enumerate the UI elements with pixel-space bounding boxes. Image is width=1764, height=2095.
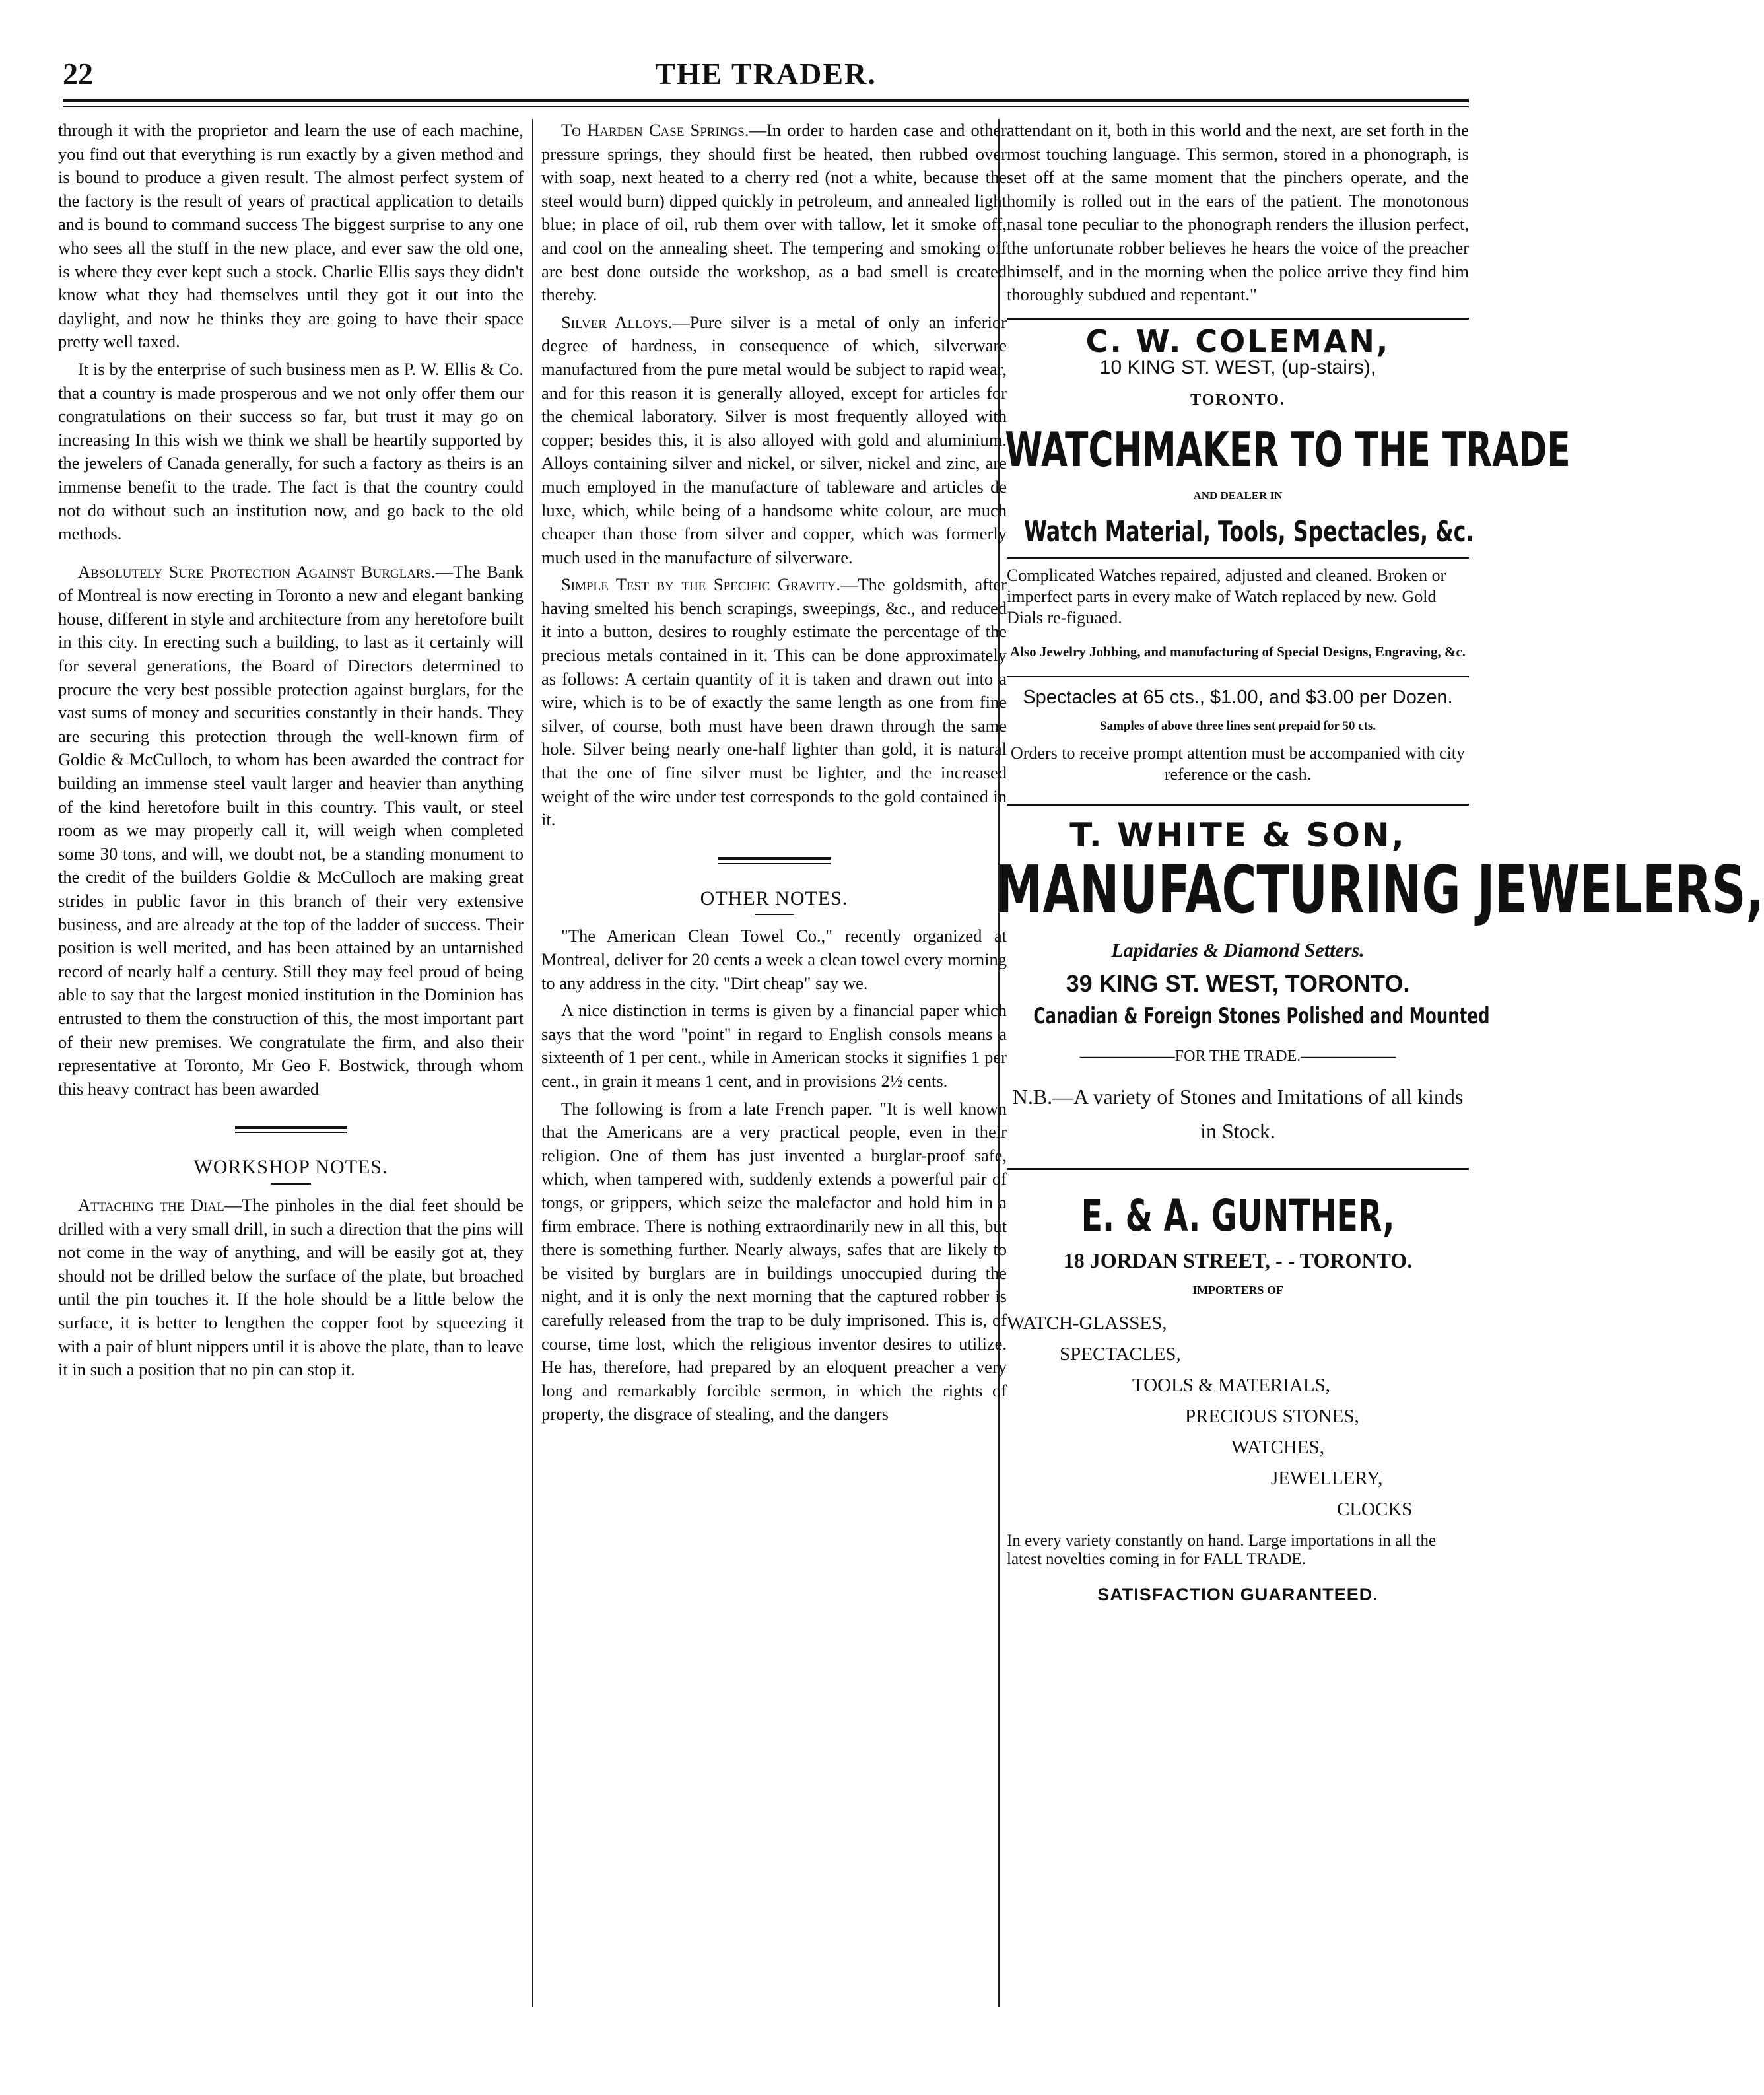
article-body: —The pinholes in the dial feet should be drilled with a very small drill, in such a direction that the pins will not come in the way of anything, and will be easily got at, they should not be drilled below the surface of the plate, but broached until the pin touches it. If the hole should be a little below the surface, it is better to lengthen the copper foot by squeezing it with a pair of blunt nippers until it is above the plate, than to leave it in such a position that no pin can stop it.: [58, 1194, 524, 1380]
article-body: —In order to harden case and other pressure springs, they should first be heated, then rubbed over with soap, next heated to a cherry red (not a white, because the steel would burn) dipped quickly in petroleum, and annealed light blue; in place of oil, rub them over with tallow, let it smoke off, and cool on the annealing sheet. The tempering and smoking off are best done outside the workshop, as a bad smell is created thereby.: [541, 120, 1007, 305]
ad-address: 18 JORDAN STREET, - - TORONTO.: [1063, 1248, 1413, 1272]
page-title: THE TRADER.: [655, 57, 877, 90]
ad-item: WATCH-GLASSES,: [1007, 1312, 1167, 1334]
page-header: [63, 56, 1469, 102]
ad-trade-text: FOR THE TRADE.: [1174, 1048, 1301, 1066]
ad-headline: MANUFACTURING JEWELERS,: [995, 850, 1764, 928]
ad-divider: [1007, 318, 1469, 320]
ad-item: CLOCKS: [1337, 1498, 1413, 1520]
page-number: 22: [63, 57, 93, 90]
ad-item: SPECTACLES,: [1060, 1343, 1181, 1365]
ad-guarantee: SATISFACTION GUARANTEED.: [1097, 1584, 1378, 1604]
section-rule: [718, 857, 831, 864]
ad-trade-line: ——————FOR THE TRADE.——————: [1079, 1048, 1396, 1066]
article-paragraph: A nice distinction in terms is given by a financial paper which says that the word "point" in regard to English consols means a sixteenth of 1 per cent., while in American stocks it signifies 1 per cent., in grain it means 1 cent, and in provisions 2½ cents.: [541, 1000, 1007, 1091]
article-paragraph: [541, 311, 1007, 570]
article-paragraph: through it with the proprietor and learn the use of each machine, you find out that everything is run exactly by a given method and is bound to produce a given result. The almost perfect system of the factory is the result of years of practical application to details and is bound to command success The biggest surprise to any one who sees all the stuff in the new place, and ever saw the old one, is where they ever kept such a stock. Charlie Ellis says they didn't know what they had themselves until they got it out into the daylight, and now he thinks they are going to have their space pretty well taxed.: [58, 120, 524, 352]
article-paragraph: "The American Clean Towel Co.," recently organized at Montreal, deliver for 20 cents a week a clean towel every morning to any address in the city. "Dirt cheap" say we.: [541, 926, 1007, 993]
section-rule-short: [271, 1183, 311, 1185]
section-rule-short: [755, 914, 794, 915]
ad-item: WATCHES,: [1231, 1436, 1324, 1458]
ad-spectacles-price: Spectacles at 65 cts., $1.00, and $3.00 per Dozen.: [1023, 686, 1453, 708]
article-paragraph: It is by the enterprise of such business men as P. W. Ellis & Co. that a country is made prosperous and we not only offer them our congratulations on their success so far, but trust it may go on increasing In this wish we think we shall be heartily supported by the jewelers of Canada generally, for such a factory as theirs is an immense benefit to the trade. The fact is that the country could not do without such an institution now, and go back to the old methods.: [58, 359, 524, 544]
article-heading: Simple Test by the Specific Gravity.: [561, 574, 840, 595]
article-heading: To Harden Case Springs.: [561, 120, 749, 140]
ad-divider: [1007, 1168, 1469, 1170]
ad-address: 10 KING ST. WEST, (up-stairs),: [1099, 357, 1376, 379]
article-body: —Pure silver is a metal of only an inferior degree of hardness, in consequence of which, silverware manufactured from the pure metal would be subject to rapid wear, and for this reason it is generally alloyed, except for articles for the chemical laboratory. Silver is most frequently alloyed with copper; besides this, it is also alloyed with gold and aluminium. Alloys containing silver and nickel, or silver, nickel and zinc, are much employed in the manufacture of tableware and articles de luxe, which, while being of a handsome white colour, are much cheaper than those from silver and copper, which was formerly much used in the manufacture of silverware.: [541, 312, 1007, 567]
article-body: —The Bank of Montreal is now erecting in Toronto a new and elegant banking house, different in style and architecture from any heretofore built in this city. In erecting such a building, to last as it certainly will for several generations, the Board of Directors determined to procure the very best possible protection against burglars, for the vast sums of money and securities constantly in their hands. They are securing this protection through the well-known firm of Goldie & McCulloch, to whom has been awarded the contract for building an immense steel vault larger and heavier than anything of the kind heretofore built in this country. This vault, or steel room as we may properly call it, will weigh when completed some 30 tons, and will, we doubt not, be a standing monument to the credit of the builders Goldie & McCulloch are making great strides in public favor in this branch of their very extensive business, and are already at the top of the ladder of success. Their position is well merited, and has been attained by an untarnished record of nearly half a century. Still they may feel proud of being able to say that the largest monied institution in the Dominion has entrusted to them the construction of this, the most important part of their new premises. We congratulate the firm, and also their representative at Toronto, Mr Geo F. Bostwick, through whom this heavy contract has been awarded: [58, 561, 524, 1099]
article-paragraph: [58, 1194, 524, 1382]
ad-business-name: E. & A. GUNTHER,: [1081, 1190, 1395, 1241]
ad-headline: WATCHMAKER TO THE TRADE: [1005, 421, 1571, 477]
ad-city: TORONTO.: [1190, 391, 1285, 409]
ad-divider-thin: [1007, 557, 1469, 559]
advertisement-gunther: [1007, 1190, 1469, 1607]
ad-repairs-text: Complicated Watches repaired, adjusted and cleaned. Broken or imperfect parts in every make of Watch replaced by new. Gold Dials re-figuaed.: [1007, 566, 1446, 628]
ad-divider: [1007, 804, 1469, 806]
column-2: [541, 119, 1007, 1430]
article-paragraph: The following is from a late French paper. "It is well known that the Americans are a very practical people, even in their religion. One of them has just invented a burglar-proof safe, which, when tampered with, suddenly extends a powerful pair of tongs, or grippers, which seize the malefactor and hold him in a firm embrace. There is nothing extraordinarily new in all this, but there is something further. Nearly always, safes that are likely to be visited by burglars are in buildings unoccupied during the night, and it is only the next morning that the captured robber is carefully released from the trap to be duly imprisoned. This is, of course, time lost, which the religious inventor desires to utilize. He has, therefore, had prepared by an eloquent preacher a very long and remarkably forcible sermon, in which the rights of property, the disgrace of stealing, and the dangers: [541, 1098, 1007, 1424]
column-3: [995, 119, 1764, 1606]
section-rule: [235, 1126, 347, 1133]
advertisement-coleman: [1005, 323, 1571, 786]
ad-address: 39 KING ST. WEST, TORONTO.: [1066, 969, 1410, 997]
ad-item: PRECIOUS STONES,: [1185, 1405, 1359, 1427]
ad-samples-note: Samples of above three lines sent prepaid for 50 cts.: [1100, 718, 1376, 733]
header-rule: [63, 99, 1469, 102]
ad-business-name: T. WHITE & SON,: [1069, 816, 1406, 855]
header-rule-thin: [63, 106, 1469, 107]
ad-item: JEWELLERY,: [1271, 1467, 1383, 1489]
ad-jobbing-text: Also Jewelry Jobbing, and manufacturing of Special Designs, Engraving, &c.: [1009, 644, 1466, 660]
ad-orders-note: Orders to receive prompt attention must be accompanied with city reference or the cash.: [1010, 743, 1466, 784]
ad-business-name: C. W. COLEMAN,: [1085, 323, 1390, 359]
ad-divider-thin: [1007, 676, 1469, 677]
article-heading: Absolutely Sure Protection Against Burglars.: [78, 561, 436, 582]
ad-importers-line: IMPORTERS OF: [1192, 1284, 1283, 1297]
ad-subheadline: Lapidaries & Diamond Setters.: [1111, 939, 1365, 961]
article-body: —The goldsmith, after having smelted his bench scrapings, sweepings, &c., and reduced it into a button, desires to roughly estimate the percentage of the precious metals contained in it. This can be done approximately as follows: A certain quantity of it is taken and drawn out into a wire, which is to be of exactly the same length as one from fine silver, of course, both must have been drawn through the same hole. Silver being nearly one-half lighter than gold, it is natural that the one of fine silver must be lighter, and the increased weight of the wire under test corresponds to the gold contained in it.: [541, 574, 1007, 830]
section-heading: OTHER NOTES.: [700, 887, 848, 909]
article-paragraph: [541, 119, 1007, 307]
section-heading: WORKSHOP NOTES.: [193, 1156, 388, 1179]
ad-item-list: [1007, 1308, 1469, 1525]
column-1: [58, 119, 524, 1386]
ad-dealer-line: AND DEALER IN: [1193, 489, 1283, 502]
column-divider-1: [532, 119, 533, 2007]
article-paragraph: attendant on it, both in this world and the next, are set forth in the most touching language. This sermon, stored in a phonograph, is set off at the same moment that the pinchers operate, and the homily is rolled out in the ears of the patient. The monotonous nasal tone peculiar to the phonograph renders the illusion perfect, the unfortunate robber believes he hears the voice of the preacher himself, and in the morning when the police arrive they find him thoroughly subdued and repentant.": [1007, 120, 1469, 305]
ad-goods: Watch Material, Tools, Spectacles, &c.: [1024, 515, 1474, 549]
ad-item: TOOLS & MATERIALS,: [1132, 1374, 1330, 1396]
ad-stones-line: Canadian & Foreign Stones Polished and Mounted: [1033, 1003, 1490, 1030]
article-paragraph: [541, 573, 1007, 832]
article-heading: Silver Alloys.: [561, 312, 673, 332]
article-paragraph: [58, 561, 524, 1101]
advertisement-white-son: [995, 816, 1764, 1148]
ad-variety-text: In every variety constantly on hand. Large importations in all the latest novelties coming in for FALL TRADE.: [1007, 1531, 1437, 1568]
article-heading: Attaching the Dial: [78, 1194, 224, 1215]
ad-nb-note: N.B.—A variety of Stones and Imitations of all kinds in Stock.: [1012, 1084, 1464, 1143]
